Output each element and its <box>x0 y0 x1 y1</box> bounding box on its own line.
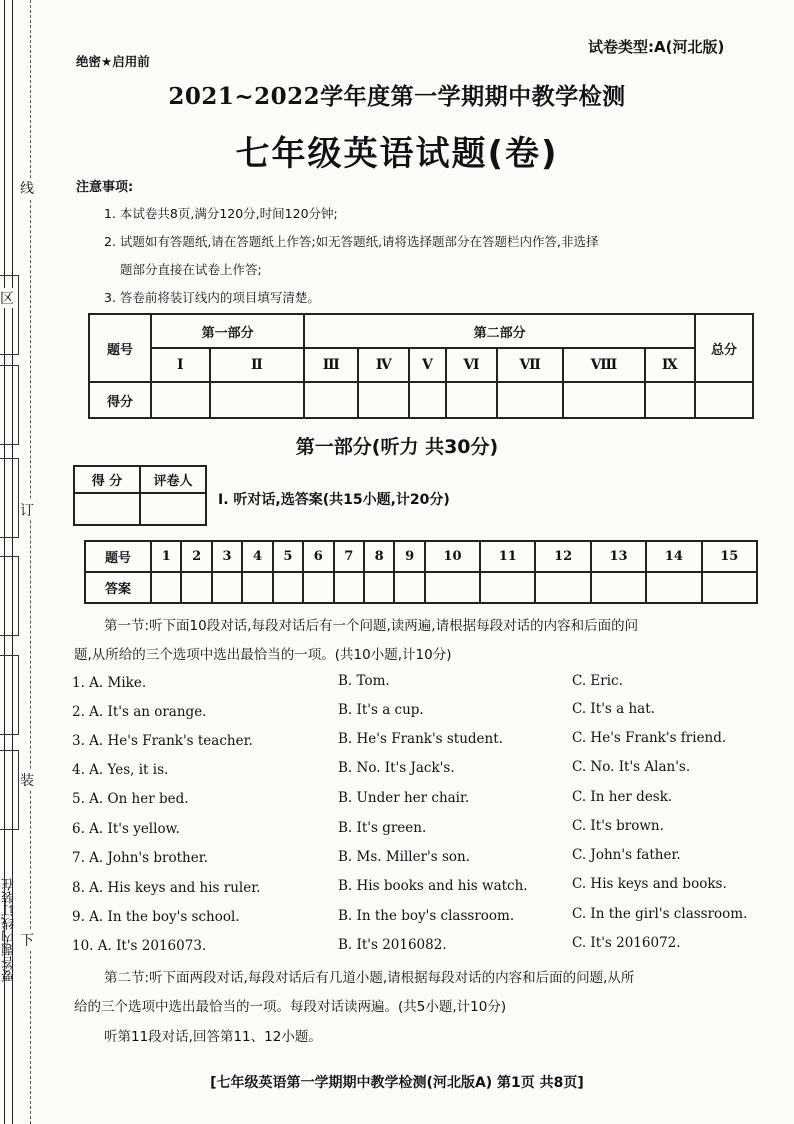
grader-reviewer-label: 评卷人 <box>140 466 206 493</box>
question-number: 11 <box>480 541 535 572</box>
answer-cell[interactable] <box>273 572 303 603</box>
answer-table <box>84 540 758 604</box>
answer-cell[interactable] <box>364 572 394 603</box>
section-number: Ⅳ <box>358 348 409 382</box>
option-c: C. It's brown. <box>572 818 664 834</box>
question-number: 14 <box>646 541 701 572</box>
exam-title: 2021~2022学年度第一学期期中教学检测 <box>168 83 626 110</box>
score-cell[interactable] <box>695 382 753 418</box>
option-a: 7. A. John's brother. <box>72 850 208 866</box>
option-a: 5. A. On her bed. <box>72 791 189 807</box>
option-b: B. Under her chair. <box>338 790 470 806</box>
option-b: B. In the boy's classroom. <box>338 908 515 924</box>
question-number: 2 <box>181 541 211 572</box>
answer-cell[interactable] <box>480 572 535 603</box>
binding-char-line: 线 <box>20 178 34 198</box>
section-number: Ⅰ <box>151 348 210 382</box>
binding-char-bind: 装 <box>20 770 34 790</box>
binding-field-box <box>0 750 19 830</box>
question-number: 6 <box>303 541 333 572</box>
part2-header: 第二部分 <box>304 314 695 348</box>
section-number: Ⅶ <box>497 348 563 382</box>
answer-cell[interactable] <box>591 572 646 603</box>
note-item: 3. 答卷前将装订线内的项目填写清楚。 <box>104 290 320 305</box>
option-a: 8. A. His keys and his ruler. <box>72 880 261 896</box>
option-b: B. It's 2016082. <box>338 937 447 953</box>
subsection2-instruction: 给的三个选项中选出最恰当的一项。每段对话读两遍。(共5小题,计10分) <box>74 999 507 1015</box>
score-cell[interactable] <box>497 382 563 418</box>
binding-box-char: 区 <box>0 288 14 308</box>
option-b: B. It's a cup. <box>338 702 424 718</box>
answer-cell[interactable] <box>212 572 242 603</box>
score-cell[interactable] <box>409 382 446 418</box>
dialogue-instruction: 听第11段对话,回答第11、12小题。 <box>104 1029 322 1045</box>
grader-box <box>73 465 207 526</box>
note-item: 2. 试题如有答题纸,请在答题纸上作答;如无答题纸,请将选择题部分在答题栏内作答,非选择 <box>104 234 599 249</box>
answer-cell[interactable] <box>334 572 364 603</box>
option-c: C. It's a hat. <box>572 701 655 717</box>
option-b: B. No. It's Jack's. <box>338 760 455 776</box>
row-label: 题号 <box>89 314 151 382</box>
answer-cell[interactable] <box>425 572 480 603</box>
section-number: Ⅴ <box>409 348 446 382</box>
score-summary-table <box>88 313 754 419</box>
answer-cell[interactable] <box>181 572 211 603</box>
score-row-label: 得分 <box>89 382 151 418</box>
notes-title: 注意事项: <box>76 180 134 195</box>
question-number: 12 <box>535 541 590 572</box>
answer-label: 答案 <box>85 572 151 603</box>
score-cell[interactable] <box>304 382 358 418</box>
note-item: 题部分直接在试卷上作答; <box>120 262 262 277</box>
option-a: 9. A. In the boy's school. <box>72 909 240 925</box>
part1-header: 第一部分 <box>151 314 304 348</box>
paper-type: 试卷类型:A(河北版) <box>588 38 725 56</box>
answer-cell[interactable] <box>646 572 701 603</box>
question-number: 10 <box>425 541 480 572</box>
option-b: B. Tom. <box>338 673 390 689</box>
question-number: 3 <box>212 541 242 572</box>
section-number: Ⅱ <box>210 348 305 382</box>
note-item: 1. 本试卷共8页,满分120分,时间120分钟; <box>104 206 338 221</box>
answer-row-label: 题号 <box>85 541 151 572</box>
confidential-label: 绝密★启用前 <box>76 54 150 69</box>
option-b: B. He's Frank's student. <box>338 731 503 747</box>
binding-field-box <box>0 655 19 735</box>
answer-cell[interactable] <box>394 572 424 603</box>
grader-score-cell[interactable] <box>74 493 140 525</box>
exam-subject-title: 七年级英语试题(卷) <box>235 134 559 174</box>
question-number: 4 <box>242 541 272 572</box>
option-a: 10. A. It's 2016073. <box>72 938 207 954</box>
binding-field-box <box>0 458 19 538</box>
option-c: C. He's Frank's friend. <box>572 730 727 746</box>
total-header: 总分 <box>695 314 753 382</box>
subsection2-instruction: 第二节:听下面两段对话,每段对话后有几道小题,请根据每段对话的内容和后面的问题,从所 <box>104 970 635 986</box>
option-b: B. His books and his watch. <box>338 878 528 894</box>
option-a: 1. A. Mike. <box>72 675 147 691</box>
option-b: B. Ms. Miller's son. <box>338 849 471 865</box>
answer-cell[interactable] <box>702 572 757 603</box>
score-cell[interactable] <box>151 382 210 418</box>
page-footer: [七年级英语第一学期期中教学检测(河北版A) 第1页 共8页] <box>210 1075 584 1091</box>
answer-cell[interactable] <box>151 572 181 603</box>
option-c: C. It's 2016072. <box>572 935 681 951</box>
question-number: 9 <box>394 541 424 572</box>
option-a: 3. A. He's Frank's teacher. <box>72 733 253 749</box>
option-a: 4. A. Yes, it is. <box>72 762 169 778</box>
section-number: Ⅷ <box>563 348 644 382</box>
part1-title: 第一部分(听力 共30分) <box>295 436 499 458</box>
score-cell[interactable] <box>563 382 644 418</box>
option-a: 6. A. It's yellow. <box>72 821 180 837</box>
option-c: C. His keys and books. <box>572 876 727 892</box>
option-b: B. It's green. <box>338 820 427 836</box>
score-cell[interactable] <box>210 382 305 418</box>
binding-vertical-text: 要答题内线订装在 <box>2 878 17 982</box>
option-c: C. Eric. <box>572 673 623 689</box>
option-c: C. No. It's Alan's. <box>572 759 691 775</box>
answer-cell[interactable] <box>535 572 590 603</box>
score-cell[interactable] <box>358 382 409 418</box>
question-number: 13 <box>591 541 646 572</box>
question-number: 5 <box>273 541 303 572</box>
question-number: 7 <box>334 541 364 572</box>
grader-score-label: 得 分 <box>74 466 140 493</box>
option-c: C. In her desk. <box>572 789 673 805</box>
question-number: 8 <box>364 541 394 572</box>
section-number: Ⅵ <box>446 348 497 382</box>
score-cell[interactable] <box>645 382 695 418</box>
binding-field-box <box>0 275 19 355</box>
question-number: 1 <box>151 541 181 572</box>
answer-cell[interactable] <box>303 572 333 603</box>
section-number: Ⅲ <box>304 348 358 382</box>
subsection1-instruction: 第一节:听下面10段对话,每段对话后有一个问题,读两遍,请根据每段对话的内容和后面的问 <box>104 618 639 634</box>
section1-title: Ⅰ. 听对话,选答案(共15小题,计20分) <box>218 492 450 508</box>
option-c: C. In the girl's classroom. <box>572 906 748 922</box>
binding-char-order: 订 <box>20 500 34 520</box>
grader-reviewer-cell[interactable] <box>140 493 206 525</box>
binding-char-below: 下 <box>20 930 34 950</box>
binding-field-box <box>0 556 19 636</box>
answer-cell[interactable] <box>242 572 272 603</box>
subsection1-instruction: 题,从所给的三个选项中选出最恰当的一项。(共10小题,计10分) <box>74 647 452 663</box>
option-a: 2. A. It's an orange. <box>72 704 207 720</box>
score-cell[interactable] <box>446 382 497 418</box>
section-number: Ⅸ <box>645 348 695 382</box>
question-number: 15 <box>702 541 757 572</box>
option-c: C. John's father. <box>572 847 681 863</box>
